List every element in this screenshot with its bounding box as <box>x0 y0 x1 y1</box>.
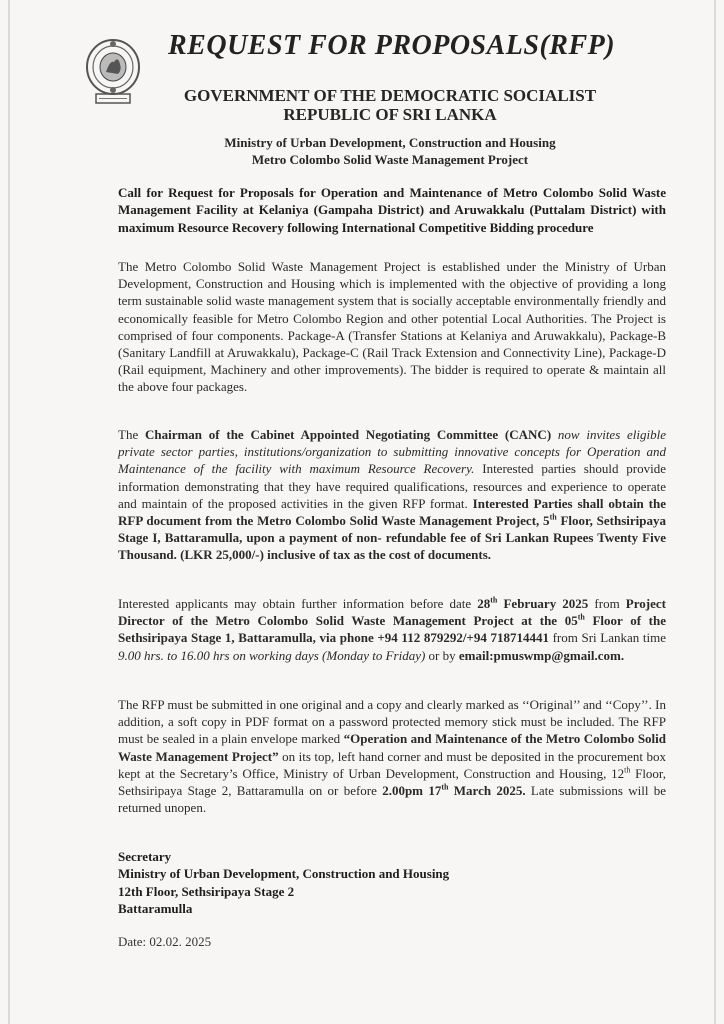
government-line-2: REPUBLIC OF SRI LANKA <box>283 105 497 124</box>
p4-bold-deadline-date: March 2025. <box>448 783 526 799</box>
p4-text-1: The RFP must be submitted in one original and a copy and clearly marked as ‘‘Original’’ and ‘‘Copy’’. In addition, a soft copy in PDF format on a password protected memory stick must be included. The RFP must be sealed in a plain envelope marked <box>118 697 666 747</box>
signature-ministry: Ministry of Urban Development, Construction and Housing <box>118 866 450 882</box>
p3-bold-phone: Floor of the Sethsiripaya Stage 1, Battaramulla, via phone +94 112 879292/+94 718714441 <box>118 613 666 646</box>
signature-block <box>118 848 666 918</box>
signature-address: 12th Floor, Sethsiripaya Stage 2 <box>118 883 295 899</box>
p2-bold-fee: Floor, Sethsiripaya Stage I, Battaramulla, upon a payment of non- refundable fee of Sri Lankan Rupees Twenty Five Thousand. (LKR 25,000/-) inclusive of tax as the cost of documents. <box>118 513 666 563</box>
p4-sup-th-1: th <box>624 765 631 775</box>
p4-text-2: on its top, left hand corner and must be deposited in the procurement box kept at the Secretary’s Office, Ministry of Urban Development, Construction and Housing, 12 <box>118 748 666 781</box>
invitation-paragraph <box>118 426 666 564</box>
p4-text-3: Floor, Sethsiripaya Stage 2, Battaramulla on or before <box>118 765 666 799</box>
p2-bold-committee: Chairman of the Cabinet Appointed Negotiating Committee (CANC) <box>144 427 552 442</box>
p3-sup-th-1: th <box>490 595 498 605</box>
p3-bold-director: Project Director of the Metro Colombo Solid Waste Management Project at the 05 <box>118 596 666 629</box>
government-line-1: GOVERNMENT OF THE DEMOCRATIC SOCIALIST <box>183 86 597 105</box>
page-title: REQUEST FOR PROPOSALS(RFP) <box>168 30 616 61</box>
p4-text-4: Late submissions will be returned unopen. <box>118 783 667 816</box>
project-description-paragraph: The Metro Colombo Solid Waste Management Project is established under the Ministry of Urban Development, Construction and Housing which is implemented with the objective of providing a long term sustainable solid waste management system that is socially acceptable environmentally friendly and economically feasible for Metro Colombo Region and other potential Local Authorities. The Project is comprised of four components. Package-A (Transfer Stations at Kelaniya and Aruwakkalu), Package-B (Sanitary Landfill at Aruwakkalu), Package-C (Rail Track Extension and Connectivity Line), Package-D (Rail equipment, Machinery and other improvements). The bidder is required to operate & maintain all the above four packages. <box>118 259 666 395</box>
ministry-heading <box>150 134 630 168</box>
p4-bold-envelope-title: “Operation and Maintenance of the Metro Colombo Solid Waste Management Project” <box>118 731 667 764</box>
p2-bold-obtain: Interested Parties shall obtain the RFP document from the Metro Colombo Solid Waste Management Project, 5 <box>118 495 666 529</box>
government-heading <box>150 86 630 124</box>
p3-bold-date-day: 28 <box>477 596 491 611</box>
p3-sup-th-2: th <box>577 612 585 622</box>
p4-sup-th-2: th <box>441 782 449 792</box>
page-edge-left <box>8 0 10 1024</box>
submission-instructions-paragraph <box>118 696 666 816</box>
p3-text-4: or by <box>425 647 459 663</box>
p4-bold-deadline-time: 2.00pm 17 <box>382 783 442 799</box>
p3-text-2: from <box>588 596 626 611</box>
ministry-line-1: Ministry of Urban Development, Construction and Housing <box>224 135 556 150</box>
call-for-proposals-heading: Call for Request for Proposals for Operation and Maintenance of Metro Colombo Solid Waste Management Facility at Kelaniya (Gampaha District) and Aruwakkalu (Puttalam District) with maximum Resource Recovery following International Competitive Bidding procedure <box>118 185 666 235</box>
p2-text-1: The <box>118 427 145 442</box>
page-edge-right <box>714 0 716 1024</box>
p2-italic-invite: now invites eligible private sector parties, institutions/organization to submitting innovative concepts for Operation and Maintenance of the facility with maximum Resource Recovery. <box>118 427 667 477</box>
signature-city: Battaramulla <box>118 901 193 917</box>
p3-text-3: from Sri Lankan time <box>548 630 666 646</box>
p3-bold-email: email:pmuswmp@gmail.com. <box>458 647 625 663</box>
sri-lanka-emblem-icon <box>84 36 142 106</box>
document-date: Date: 02.02. 2025 <box>118 934 212 949</box>
contact-information-paragraph <box>118 595 666 664</box>
ministry-line-2: Metro Colombo Solid Waste Management Project <box>251 152 529 167</box>
p2-sup-th: th <box>549 512 557 522</box>
p3-text-1: Interested applicants may obtain further information before date <box>118 596 478 611</box>
p3-bold-date-month: February 2025 <box>497 596 589 611</box>
p2-text-2: Interested parties should provide information demonstrating that they have required qualifications, resources and experience to operate and maintain of the proposed activities in the given RFP format. <box>118 461 666 511</box>
signature-title: Secretary <box>118 849 172 864</box>
p3-italic-hours: 9.00 hrs. to 16.00 hrs on working days (Monday to Friday) <box>118 647 426 663</box>
